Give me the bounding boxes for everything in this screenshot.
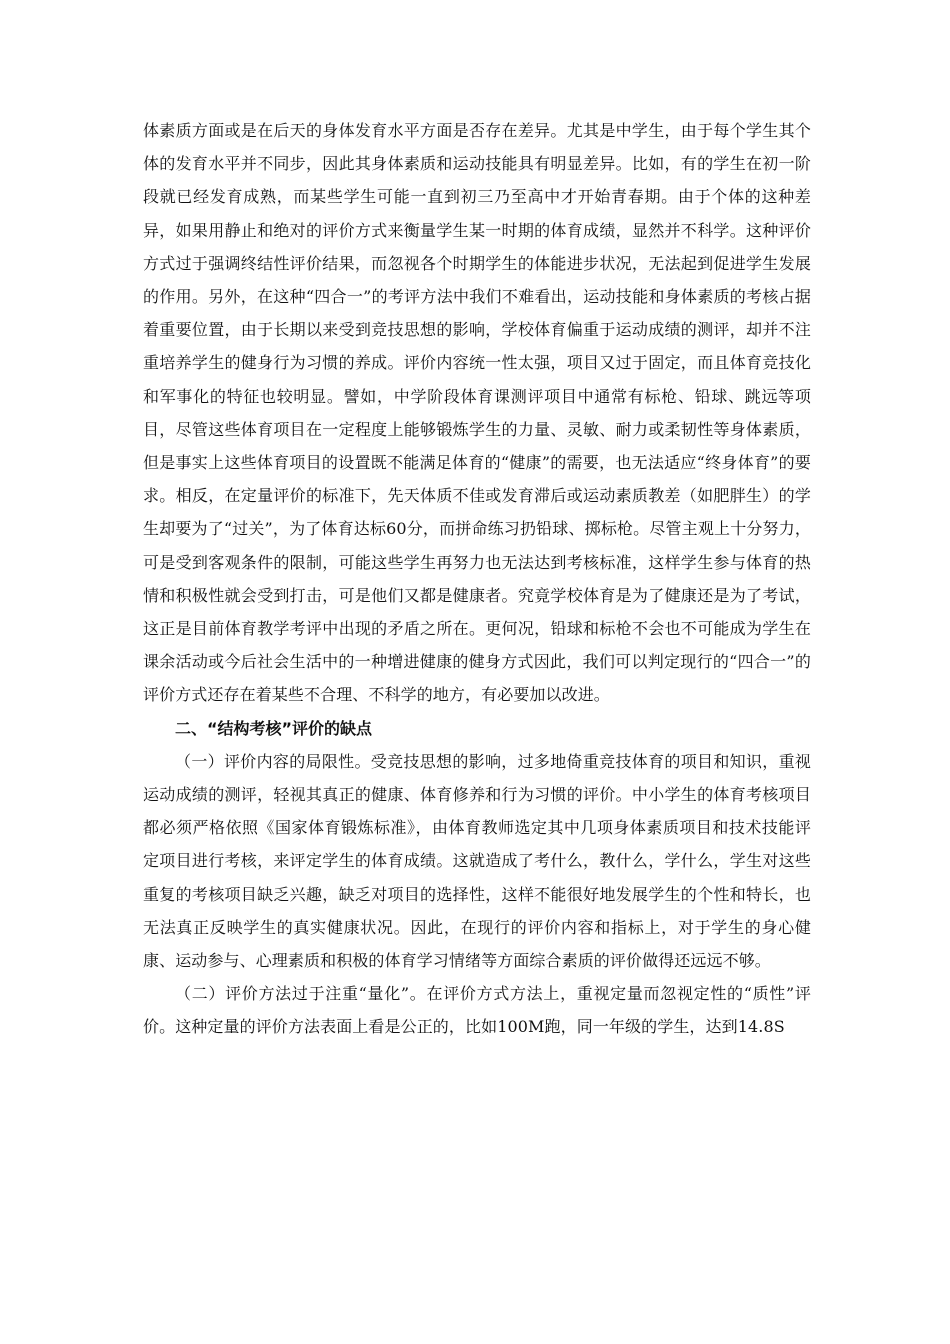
- body-paragraph-quantification: （二）评价方法过于注重“量化”。在评价方式方法上，重视定量而忽视定性的“质性”评价。这种定量的评价方法表面上看是公正的，比如100M跑，同一年级的学生，达到14.8S: [143, 984, 811, 1037]
- body-paragraph-content-limitations: （一）评价内容的局限性。受竞技思想的影响，过多地倚重竞技体育的项目和知识，重视运动成绩的测评，轻视其真正的健康、体育修养和行为习惯的评价。中小学生的体育考核项目都必须严格依照《国家体育锻炼标准》，由体育教师选定其中几项身体素质项目和技术技能评定项目进行考核，来评定学生的体育成绩。这就造成了考什么，教什么，学什么，学生对这些重复的考核项目缺乏兴趣，缺乏对项目的选择性，这样不能很好地发展学生的个性和特长，也无法真正反映学生的真实健康状况。因此，在现行的评价内容和指标上，对于学生的身心健康、运动参与、心理素质和积极的体育学习情绪等方面综合素质的评价做得还远远不够。: [143, 751, 811, 971]
- document-page: [143, 114, 811, 1044]
- body-paragraph-continued: 体素质方面或是在后天的身体发育水平方面是否存在差异。尤其是中学生，由于每个学生其个体的发育水平并不同步，因此其身体素质和运动技能具有明显差异。比如，有的学生在初一阶段就已经发育成熟，而某些学生可能一直到初三乃至高中才开始青春期。由于个体的这种差异，如果用静止和绝对的评价方式来衡量学生某一时期的体育成绩，显然并不科学。这种评价方式过于强调终结性评价结果，而忽视各个时期学生的体能进步状况，无法起到促进学生发展的作用。另外，在这种“四合一”的考评方法中我们不难看出，运动技能和身体素质的考核占据着重要位置，由于长期以来受到竞技思想的影响，学校体育偏重于运动成绩的测评，却并不注重培养学生的健身行为习惯的养成。评价内容统一性太强，项目又过于固定，而且体育竞技化和军事化的特征也较明显。譬如，中学阶段体育课测评项目中通常有标枪、铅球、跳远等项目，尽管这些体育项目在一定程度上能够锻炼学生的力量、灵敏、耐力或柔韧性等身体素质，但是事实上这些体育项目的设置既不能满足体育的“健康”的需要，也无法适应“终身体育”的要求。相反，在定量评价的标准下，先天体质不佳或发育滞后或运动素质教差（如肥胖生）的学生却要为了“过关”，为了体育达标60分，而拼命练习扔铅球、掷标枪。尽管主观上十分努力，可是受到客观条件的限制，可能这些学生再努力也无法达到考核标准，这样学生参与体育的热情和积极性就会受到打击，可是他们又都是健康者。究竟学校体育是为了健康还是为了考试，这正是目前体育教学考评中出现的矛盾之所在。更何况，铅球和标枪不会也不可能成为学生在课余活动或今后社会生活中的一种增进健康的健身方式因此，我们可以判定现行的“四合一”的评价方式还存在着某些不合理、不科学的地方，有必要加以改进。: [143, 121, 811, 705]
- section-heading: 二、“结构考核”评价的缺点: [175, 718, 373, 738]
